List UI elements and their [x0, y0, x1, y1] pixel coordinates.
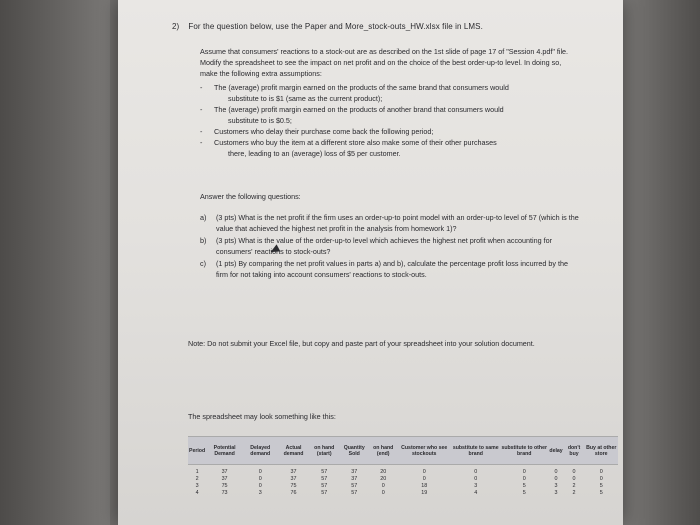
col-header: on hand (end)	[370, 437, 397, 465]
col-header: Actual demand	[277, 437, 309, 465]
col-header: don't buy	[564, 437, 585, 465]
table-cell: 0	[474, 475, 478, 482]
spreadsheet-heading: The spreadsheet may look something like this:	[188, 412, 336, 421]
table-cell: 0	[258, 482, 262, 489]
table-cell: 37	[290, 469, 297, 475]
table-cell: 20	[380, 475, 387, 482]
table-cell: 37	[221, 469, 228, 475]
table-cell: 57	[321, 469, 328, 475]
table-cell: 0	[422, 475, 426, 482]
table-cell: 0	[554, 475, 558, 482]
col-header: Potential Demand	[206, 437, 243, 465]
table-cell: 3	[195, 482, 199, 489]
table-cell: 57	[321, 475, 328, 482]
table-cell: 5	[522, 482, 526, 489]
col-header: Delayed demand	[243, 437, 277, 465]
col-header: delay	[548, 437, 563, 465]
table-cell: 4	[474, 489, 478, 496]
table-header-row	[188, 437, 618, 465]
table-cell: 73	[221, 489, 228, 496]
table-cell: 0	[599, 475, 603, 482]
table-cell: 20	[380, 469, 387, 475]
table-cell: 0	[381, 489, 385, 496]
table-cell: 37	[351, 469, 358, 475]
table-cell: 37	[221, 475, 228, 482]
col-header: Customer who see stockouts	[397, 437, 452, 465]
table-cell: 57	[321, 489, 328, 496]
table-row	[188, 490, 618, 497]
table-cell: 1	[195, 469, 199, 475]
table-cell: 5	[599, 489, 603, 496]
table-cell: 5	[522, 489, 526, 496]
question-heading	[172, 22, 483, 31]
background-left	[0, 0, 110, 525]
sub-question-item: c) (1 pts) By comparing the net profit values in parts a) and b), calculate the percentage profit loss incurred by the firm for not taking into account consumers' reactions to stock-outs.	[200, 259, 568, 279]
col-header: substitute to same brand	[451, 437, 500, 465]
table-cell: 75	[221, 482, 228, 489]
table-row	[188, 483, 618, 490]
assumption-item: - The (average) profit margin earned on the products of another brand that consumers would substitute to is $0.5;	[200, 104, 570, 126]
table-cell: 3	[474, 482, 478, 489]
table-cell: 57	[351, 482, 358, 489]
table-cell: 75	[290, 482, 297, 489]
assumption-item: - Customers who buy the item at a different store also make some of their other purchases there, leading to an (average) loss of $5 per customer.	[200, 137, 570, 159]
table-cell: 2	[195, 475, 199, 482]
submission-note: Note: Do not submit your Excel file, but copy and paste part of your spreadsheet into your solution document.	[188, 339, 535, 348]
paper-sheet	[118, 0, 623, 525]
sub-question-item: b) (3 pts) What is the value of the order-up-to level which achieves the highest net profit when accounting for consumers' reactions to stock-outs?	[200, 236, 552, 256]
table-cell: 2	[572, 482, 576, 489]
table-cell: 76	[290, 489, 297, 496]
assumption-item: - Customers who delay their purchase come back the following period;	[200, 126, 570, 137]
table-cell: 0	[381, 482, 385, 489]
table-cell: 18	[421, 482, 428, 489]
table-cell: 5	[599, 482, 603, 489]
assumption-item: - The (average) profit margin earned on the products of the same brand that consumers would substitute to is $1 (same as the current product);	[200, 82, 570, 104]
table-row	[188, 476, 618, 483]
question-heading-text: For the question below, use the Paper and More_stock-outs_HW.xlsx file in LMS.	[188, 22, 483, 31]
table-cell: 3	[258, 489, 262, 496]
table-cell: 0	[599, 469, 603, 475]
question-number: 2)	[172, 22, 180, 31]
sub-question-list	[200, 212, 580, 281]
table-cell: 37	[351, 475, 358, 482]
assumption-list	[200, 82, 570, 159]
table-cell: 0	[258, 469, 262, 475]
spreadsheet-table-wrap	[188, 436, 618, 497]
col-header: Buy at other store	[584, 437, 618, 465]
table-cell: 3	[554, 482, 558, 489]
table-cell: 0	[422, 469, 426, 475]
question-intro: Assume that consumers' reactions to a stock-out are as described on the 1st slide of page 17 of "Session 4.pdf" file. Modify the spreadsheet to see the impact on net profit and on the choice of the best order-up-to level. In doing so, make the following extra assumptions:	[200, 47, 569, 78]
table-cell: 19	[421, 489, 428, 496]
table-cell: 0	[572, 469, 576, 475]
table-cell: 3	[554, 489, 558, 496]
col-header: Period	[188, 437, 206, 465]
table-cell: 57	[351, 489, 358, 496]
table-cell: 0	[522, 469, 526, 475]
table-cell: 37	[290, 475, 297, 482]
answer-heading: Answer the following questions:	[200, 192, 301, 201]
table-row	[188, 465, 618, 476]
table-cell: 0	[522, 475, 526, 482]
table-cell: 0	[572, 475, 576, 482]
background-right	[620, 0, 700, 525]
table-cell: 4	[195, 489, 199, 496]
table-cell: 0	[554, 469, 558, 475]
table-cell: 57	[321, 482, 328, 489]
col-header: Quantity Sold	[339, 437, 370, 465]
spreadsheet-table	[188, 436, 618, 497]
table-cell: 0	[474, 469, 478, 475]
table-cell: 2	[572, 489, 576, 496]
col-header: on hand (start)	[310, 437, 339, 465]
col-header: substitute to other brand	[500, 437, 548, 465]
table-cell: 0	[258, 475, 262, 482]
sub-question-item: a) (3 pts) What is the net profit if the firm uses an order-up-to point model with an order-up-to level of 57 (which is the value that achieved the highest net profit in the analysis from homework 1)?	[200, 213, 579, 233]
